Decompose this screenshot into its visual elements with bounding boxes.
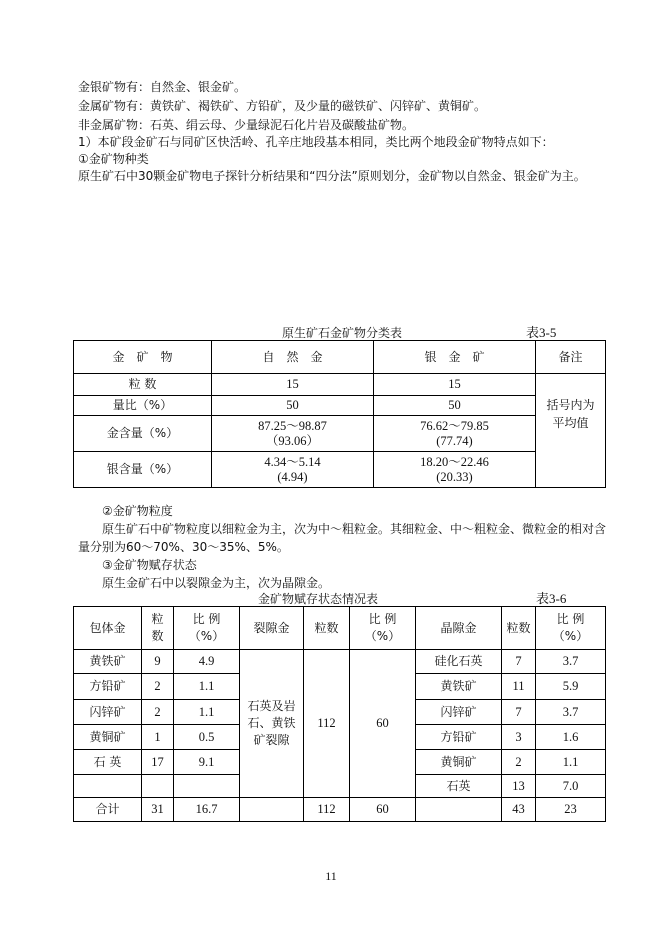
header-inclusion-gold: 包体金 [74,607,142,650]
inclusion-ratio: 1.1 [174,700,240,725]
paragraph-gold-silver-minerals: 金银矿物有：自然金、银金矿。 [78,80,247,94]
intergranular-ratio: 3.7 [536,650,606,674]
inclusion-count: 9 [142,650,174,674]
cell-natural-gold: 15 [212,374,374,396]
header-mineral: 金 矿 物 [74,341,212,374]
table-row [74,452,606,488]
total-row [74,798,606,822]
average-value: (4.94) [277,469,308,484]
cell-natural-gold [212,416,374,452]
intergranular-ratio: 1.6 [536,725,606,750]
inclusion-count: 17 [142,750,174,775]
fissure-name: 石英及岩石、黄铁矿裂隙 [240,650,304,798]
intergranular-name: 硅化石英 [416,650,502,674]
total-intergranular-count: 43 [502,798,536,822]
total-fissure-count: 112 [304,798,350,822]
header-intergranular-gold: 晶隙金 [416,607,502,650]
table1-title: 原生矿石金矿物分类表 [282,326,403,340]
heading-gold-mineral-types: ①金矿物种类 [78,152,149,166]
header-remark: 备注 [536,341,606,374]
header-inclusion-ratio: 比 例（%） [174,607,240,650]
inclusion-count: 2 [142,674,174,700]
average-value: (77.74) [436,433,473,448]
paragraph-comparison: 1）本矿段金矿石与同矿区快活岭、孔辛庄地段基本相同，类比两个地段金矿物特点如下： [78,135,554,149]
row-label: 粒 数 [74,374,212,396]
intergranular-count: 7 [502,700,536,725]
total-label: 合计 [74,798,142,822]
intergranular-ratio: 5.9 [536,674,606,700]
cell-electrum [374,416,536,452]
header-fissure-ratio: 比 例（%） [350,607,416,650]
header-electrum: 银 金 矿 [374,341,536,374]
table-row [74,416,606,452]
heading-gold-grain-size: ②金矿物粒度 [102,504,173,518]
remark-text: 括号内为平均值 [546,398,595,430]
range-value: 18.20～22.46 [420,454,489,469]
gold-occurrence-state-table [73,606,606,822]
header-fissure-gold: 裂隙金 [240,607,304,650]
range-value: 76.62～79.85 [420,418,489,433]
fissure-ratio: 60 [350,650,416,798]
empty-cell [74,775,142,798]
empty-cell [174,775,240,798]
header-fissure-count: 粒数 [304,607,350,650]
row-label: 量比（%） [74,396,212,416]
header-natural-gold: 自 然 金 [212,341,374,374]
total-intergranular-ratio: 23 [536,798,606,822]
cell-electrum [374,452,536,488]
inclusion-count: 2 [142,700,174,725]
remark-cell [536,374,606,488]
inclusion-name: 方铅矿 [74,674,142,700]
intergranular-count: 11 [502,674,536,700]
cell-electrum: 50 [374,396,536,416]
table-row [74,650,606,674]
cell-natural-gold [212,452,374,488]
total-fissure-ratio: 60 [350,798,416,822]
page-number: 11 [325,869,337,883]
range-value: 4.34～5.14 [264,454,321,469]
inclusion-ratio: 9.1 [174,750,240,775]
empty-cell [240,798,304,822]
paragraph-grain-size-2: 量分别为60～70%、30～35%、5%。 [78,540,289,554]
intergranular-ratio: 7.0 [536,775,606,798]
cell-natural-gold: 50 [212,396,374,416]
range-value: 87.25～98.87 [258,418,327,433]
table1-number: 表3-5 [526,325,557,340]
intergranular-name: 石英 [416,775,502,798]
inclusion-ratio: 0.5 [174,725,240,750]
inclusion-count: 1 [142,725,174,750]
table2-number: 表3-6 [536,591,567,606]
header-intergranular-ratio: 比 例（%） [536,607,606,650]
intergranular-name: 黄铜矿 [416,750,502,775]
table-row [74,396,606,416]
average-value: （93.06） [265,433,320,448]
inclusion-name: 闪锌矿 [74,700,142,725]
paragraph-mineral-types: 原生矿石中30颗金矿物电子探针分析结果和“四分法”原则划分，金矿物以自然金、银金矿为主。 [78,169,586,183]
intergranular-name: 黄铁矿 [416,674,502,700]
header-intergranular-count: 粒数 [502,607,536,650]
paragraph-grain-size-1: 原生矿石中矿物粒度以细粒金为主，次为中～粗粒金。其细粒金、中～粗粒金、微粒金的相对含 [102,522,607,536]
heading-occurrence-state: ③金矿物赋存状态 [102,558,197,572]
cell-electrum: 15 [374,374,536,396]
table2-title: 金矿物赋存状态情况表 [258,592,379,606]
intergranular-name: 闪锌矿 [416,700,502,725]
intergranular-ratio: 1.1 [536,750,606,775]
row-label: 银含量（%） [74,452,212,488]
gold-mineral-classification-table [73,340,606,488]
average-value: (20.33) [436,469,473,484]
empty-cell [142,775,174,798]
intergranular-count: 3 [502,725,536,750]
intergranular-ratio: 3.7 [536,700,606,725]
row-label: 金含量（%） [74,416,212,452]
paragraph-occurrence-state: 原生金矿石中以裂隙金为主，次为晶隙金。 [102,576,331,590]
intergranular-count: 13 [502,775,536,798]
total-inclusion-ratio: 16.7 [174,798,240,822]
intergranular-count: 2 [502,750,536,775]
inclusion-name: 黄铜矿 [74,725,142,750]
total-inclusion-count: 31 [142,798,174,822]
paragraph-metal-minerals: 金属矿物有：黄铁矿、褐铁矿、方铅矿，及少量的磁铁矿、闪锌矿、黄铜矿。 [78,99,487,113]
inclusion-name: 石 英 [74,750,142,775]
table-row [74,374,606,396]
inclusion-name: 黄铁矿 [74,650,142,674]
intergranular-name: 方铅矿 [416,725,502,750]
empty-cell [416,798,502,822]
fissure-count: 112 [304,650,350,798]
paragraph-nonmetal-minerals: 非金属矿物：石英、绢云母、少量绿泥石化片岩及碳酸盐矿物。 [78,118,415,132]
intergranular-count: 7 [502,650,536,674]
header-inclusion-count: 粒数 [142,607,174,650]
inclusion-ratio: 1.1 [174,674,240,700]
inclusion-ratio: 4.9 [174,650,240,674]
